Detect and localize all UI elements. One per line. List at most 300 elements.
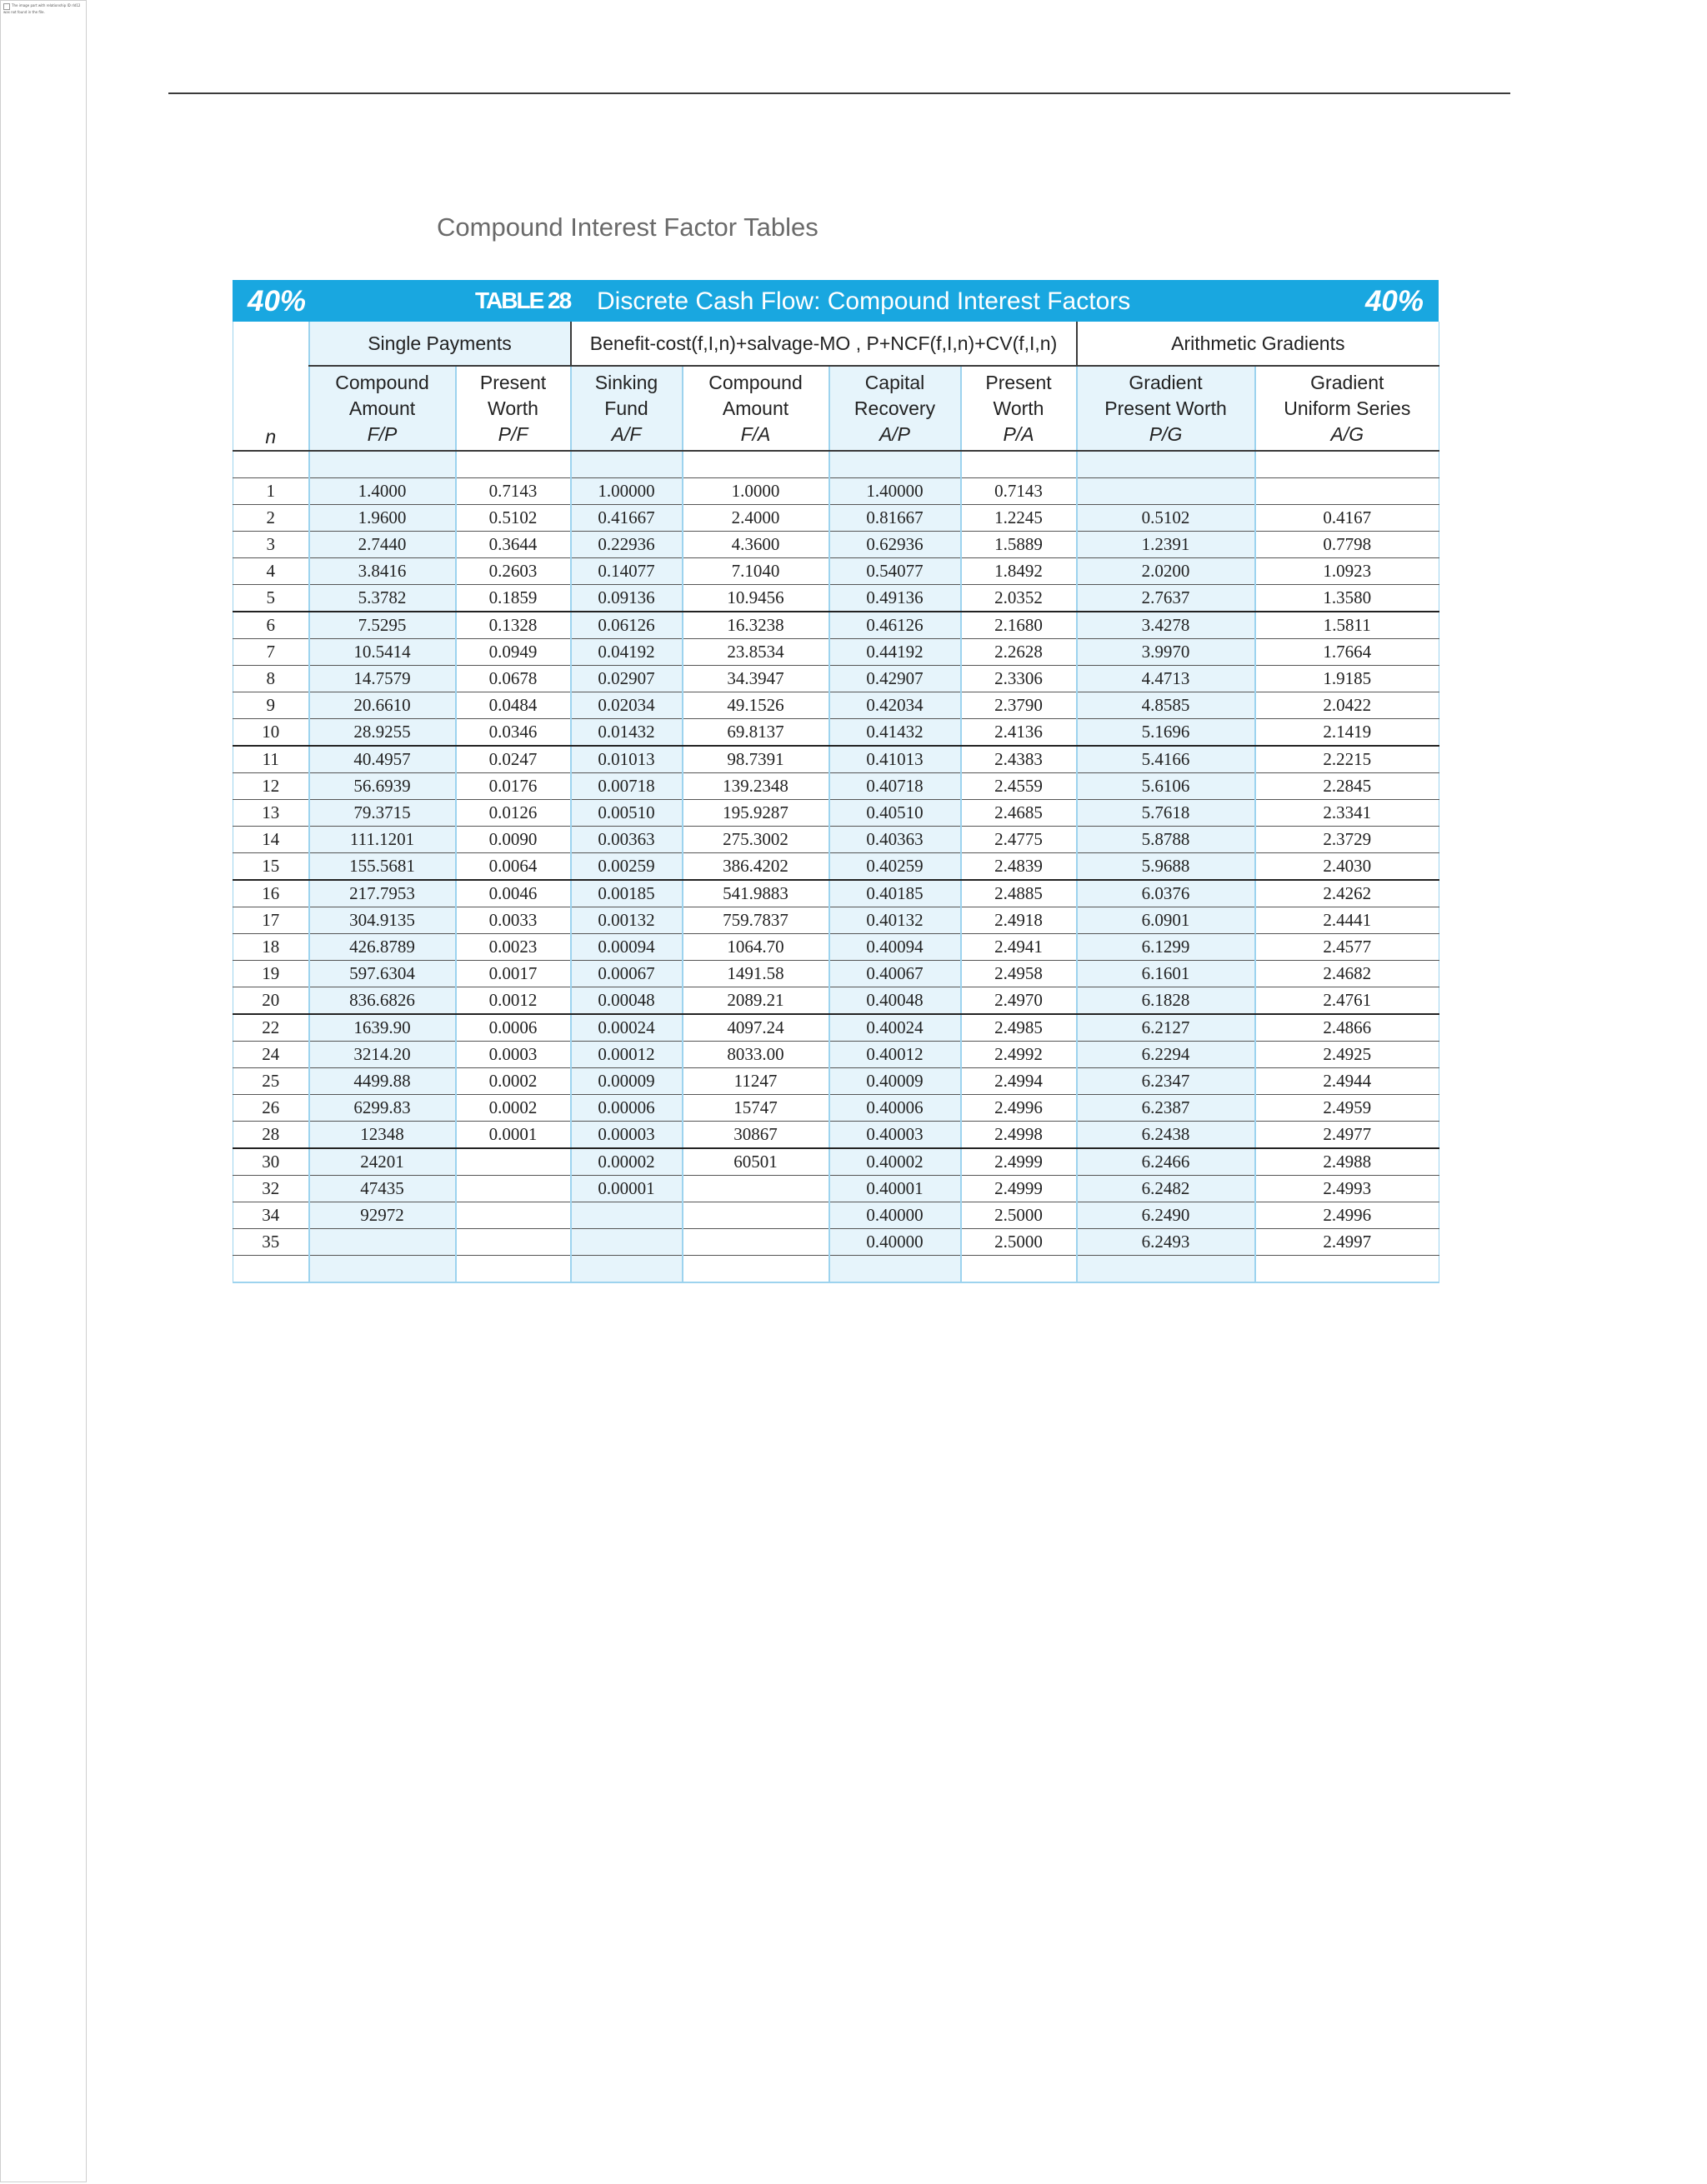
table-cell: 2.4999 — [961, 1148, 1077, 1176]
column-line2: Uniform Series — [1284, 397, 1411, 419]
table-cell — [309, 1229, 456, 1256]
table-cell: 0.00718 — [571, 773, 683, 800]
table-cell: 2.4992 — [961, 1042, 1077, 1068]
table-cell: 4.8585 — [1077, 692, 1255, 719]
table-cell: 2.4000 — [683, 505, 829, 532]
table-cell: 8033.00 — [683, 1042, 829, 1068]
table-cell: 0.04192 — [571, 639, 683, 666]
table-row — [233, 1176, 1439, 1202]
column-line2: Worth — [993, 397, 1044, 419]
table-cell: 0.40006 — [829, 1095, 961, 1122]
table-cell: 56.6939 — [309, 773, 456, 800]
table-cell: 2.5000 — [961, 1229, 1077, 1256]
column-line1: Gradient — [1129, 371, 1203, 393]
table-cell: 6.1299 — [1077, 934, 1255, 961]
table-cell: 386.4202 — [683, 853, 829, 881]
table-cell — [571, 1229, 683, 1256]
table-row — [233, 1068, 1439, 1095]
table-cell: 0.0678 — [456, 666, 571, 692]
table-cell: 34 — [233, 1202, 309, 1229]
table-cell — [456, 1202, 571, 1229]
table-cell: 217.7953 — [309, 880, 456, 907]
table-cell: 4.4713 — [1077, 666, 1255, 692]
table-cell: 0.40012 — [829, 1042, 961, 1068]
table-cell: 0.40094 — [829, 934, 961, 961]
table-cell: 2.0352 — [961, 585, 1077, 612]
table-row — [233, 719, 1439, 747]
table-cell: 0.00067 — [571, 961, 683, 987]
table-cell: 0.00009 — [571, 1068, 683, 1095]
table-cell: 0.00510 — [571, 800, 683, 827]
table-cell: 6.1828 — [1077, 987, 1255, 1015]
table-cell: 0.40259 — [829, 853, 961, 881]
column-symbol: A/F — [611, 422, 642, 445]
table-cell: 0.06126 — [571, 612, 683, 639]
table-cell: 2.1680 — [961, 612, 1077, 639]
table-cell: 4499.88 — [309, 1068, 456, 1095]
table-cell: 24201 — [309, 1148, 456, 1176]
table-label: TABLE 28 — [475, 287, 571, 313]
table-cell: 0.40185 — [829, 880, 961, 907]
table-cell: 6.0376 — [1077, 880, 1255, 907]
table-cell: 11 — [233, 746, 309, 773]
table-row — [233, 853, 1439, 881]
table-cell: 16.3238 — [683, 612, 829, 639]
spacer-row — [233, 451, 1439, 478]
left-panel — [0, 0, 87, 2182]
table-cell: 26 — [233, 1095, 309, 1122]
table-cell: 0.0001 — [456, 1122, 571, 1149]
broken-image-icon — [3, 3, 10, 10]
table-cell: 0.02034 — [571, 692, 683, 719]
column-symbol: P/F — [498, 422, 528, 445]
table-cell: 0.40067 — [829, 961, 961, 987]
table-cell: 12348 — [309, 1122, 456, 1149]
table-cell: 69.8137 — [683, 719, 829, 747]
table-cell: 16 — [233, 880, 309, 907]
table-banner — [233, 280, 1439, 322]
table-cell: 2.4441 — [1255, 907, 1439, 934]
table-cell: 5.4166 — [1077, 746, 1255, 773]
table-cell: 0.4167 — [1255, 505, 1439, 532]
table-cell: 0.00132 — [571, 907, 683, 934]
table-cell: 18 — [233, 934, 309, 961]
table-cell: 47435 — [309, 1176, 456, 1202]
table-cell: 2.4996 — [961, 1095, 1077, 1122]
table-cell: 0.0484 — [456, 692, 571, 719]
table-cell: 12 — [233, 773, 309, 800]
table-cell: 0.42034 — [829, 692, 961, 719]
table-row — [233, 558, 1439, 585]
table-cell: 0.00003 — [571, 1122, 683, 1149]
table-cell: 0.40009 — [829, 1068, 961, 1095]
table-cell: 111.1201 — [309, 827, 456, 853]
table-cell: 2.5000 — [961, 1202, 1077, 1229]
table-cell — [683, 1229, 829, 1256]
table-cell: 2.4944 — [1255, 1068, 1439, 1095]
table-cell: 0.40001 — [829, 1176, 961, 1202]
table-row — [233, 1148, 1439, 1176]
table-cell: 597.6304 — [309, 961, 456, 987]
table-cell — [1255, 478, 1439, 505]
table-cell: 0.41013 — [829, 746, 961, 773]
column-line2: Amount — [348, 397, 416, 419]
table-cell: 2089.21 — [683, 987, 829, 1015]
table-cell — [456, 1229, 571, 1256]
column-line2: Recovery — [854, 397, 936, 419]
table-cell: 0.40003 — [829, 1122, 961, 1149]
table-cell: 2.4958 — [961, 961, 1077, 987]
table-cell: 22 — [233, 1014, 309, 1042]
table-cell: 0.0046 — [456, 880, 571, 907]
column-line2: Worth — [488, 397, 538, 419]
table-cell: 2.7440 — [309, 532, 456, 558]
table-cell: 0.0023 — [456, 934, 571, 961]
table-cell: 1064.70 — [683, 934, 829, 961]
table-cell: 0.46126 — [829, 612, 961, 639]
column-symbol: A/G — [1330, 422, 1364, 445]
table-cell: 0.01432 — [571, 719, 683, 747]
table-cell: 2.4996 — [1255, 1202, 1439, 1229]
column-header-a-g — [1255, 366, 1439, 451]
table-cell: 6.2466 — [1077, 1148, 1255, 1176]
table-cell: 2.4941 — [961, 934, 1077, 961]
table-cell: 2.4866 — [1255, 1014, 1439, 1042]
table-cell: 6.0901 — [1077, 907, 1255, 934]
table-cell: 0.02907 — [571, 666, 683, 692]
table-cell: 7.5295 — [309, 612, 456, 639]
table-cell: 2.2845 — [1255, 773, 1439, 800]
table-cell: 17 — [233, 907, 309, 934]
table-row — [233, 987, 1439, 1015]
table-row — [233, 1202, 1439, 1229]
table-cell: 1.0923 — [1255, 558, 1439, 585]
table-cell: 1.4000 — [309, 478, 456, 505]
table-cell: 0.40000 — [829, 1202, 961, 1229]
column-line1: Gradient — [1310, 371, 1384, 393]
table-end-row — [233, 1256, 1439, 1283]
table-row — [233, 880, 1439, 907]
table-cell: 6.2490 — [1077, 1202, 1255, 1229]
table-cell: 49.1526 — [683, 692, 829, 719]
table-cell: 1.0000 — [683, 478, 829, 505]
column-line1: Compound — [335, 371, 429, 393]
table-cell: 0.01013 — [571, 746, 683, 773]
table-cell: 0.00012 — [571, 1042, 683, 1068]
table-cell: 4097.24 — [683, 1014, 829, 1042]
table-cell: 0.0064 — [456, 853, 571, 881]
table-cell: 0.14077 — [571, 558, 683, 585]
table-row — [233, 692, 1439, 719]
column-header-n — [233, 366, 309, 451]
table-cell: 1.8492 — [961, 558, 1077, 585]
table-cell: 10.9456 — [683, 585, 829, 612]
table-cell: 2.4998 — [961, 1122, 1077, 1149]
table-cell: 2.4997 — [1255, 1229, 1439, 1256]
table-cell: 2.4136 — [961, 719, 1077, 747]
table-cell: 0.0949 — [456, 639, 571, 666]
table-cell: 2.4383 — [961, 746, 1077, 773]
table-cell: 6299.83 — [309, 1095, 456, 1122]
table-cell: 0.0126 — [456, 800, 571, 827]
table-cell: 0.40363 — [829, 827, 961, 853]
table-cell: 32 — [233, 1176, 309, 1202]
table-cell: 6.2482 — [1077, 1176, 1255, 1202]
table-cell: 0.7143 — [456, 478, 571, 505]
column-header-a-p — [829, 366, 961, 451]
table-cell: 2.4988 — [1255, 1148, 1439, 1176]
table-row — [233, 612, 1439, 639]
table-row — [233, 1014, 1439, 1042]
table-cell: 3214.20 — [309, 1042, 456, 1068]
table-cell: 1 — [233, 478, 309, 505]
group-middle: Benefit-cost(f,I,n)+salvage-MO , P+NCF(f,I,n)+CV(f,I,n) — [571, 322, 1077, 366]
table-cell: 2.4685 — [961, 800, 1077, 827]
table-cell — [683, 1202, 829, 1229]
table-cell: 139.2348 — [683, 773, 829, 800]
table-cell: 3.8416 — [309, 558, 456, 585]
table-row — [233, 800, 1439, 827]
table-row — [233, 505, 1439, 532]
table-cell: 2.4030 — [1255, 853, 1439, 881]
table-cell: 1491.58 — [683, 961, 829, 987]
table-cell: 2.7637 — [1077, 585, 1255, 612]
table-cell: 0.22936 — [571, 532, 683, 558]
table-cell: 0.5102 — [1077, 505, 1255, 532]
column-line2: Present Worth — [1104, 397, 1227, 419]
column-symbol: P/G — [1149, 422, 1183, 445]
table-cell: 304.9135 — [309, 907, 456, 934]
table-cell: 0.40000 — [829, 1229, 961, 1256]
table-cell: 34.3947 — [683, 666, 829, 692]
table-cell: 0.0002 — [456, 1068, 571, 1095]
table-cell — [456, 1176, 571, 1202]
table-cell: 155.5681 — [309, 853, 456, 881]
broken-image-alt-text: The image part with relationship ID rId12 was not found in the file. — [3, 3, 81, 14]
table-cell: 6.2387 — [1077, 1095, 1255, 1122]
table-cell: 0.54077 — [829, 558, 961, 585]
table-cell: 275.3002 — [683, 827, 829, 853]
table-row — [233, 585, 1439, 612]
table-cell: 6.2438 — [1077, 1122, 1255, 1149]
table-cell: 2.3306 — [961, 666, 1077, 692]
table-cell: 836.6826 — [309, 987, 456, 1015]
table-cell: 0.7798 — [1255, 532, 1439, 558]
table-cell: 3 — [233, 532, 309, 558]
table-cell: 2.0200 — [1077, 558, 1255, 585]
table-cell: 0.41667 — [571, 505, 683, 532]
table-cell: 7.1040 — [683, 558, 829, 585]
table-cell: 2.3729 — [1255, 827, 1439, 853]
table-cell: 2.2215 — [1255, 746, 1439, 773]
table-cell: 3.4278 — [1077, 612, 1255, 639]
table-cell — [683, 1176, 829, 1202]
table-cell: 6.1601 — [1077, 961, 1255, 987]
table-cell: 28 — [233, 1122, 309, 1149]
table-cell: 2.3790 — [961, 692, 1077, 719]
table-cell: 2 — [233, 505, 309, 532]
rate-left: 40% — [248, 285, 307, 317]
table-cell: 79.3715 — [309, 800, 456, 827]
table-row — [233, 827, 1439, 853]
table-cell: 2.4885 — [961, 880, 1077, 907]
table-cell: 0.5102 — [456, 505, 571, 532]
table-cell: 0.00048 — [571, 987, 683, 1015]
table-cell: 2.4994 — [961, 1068, 1077, 1095]
table-row — [233, 746, 1439, 773]
table-cell: 0.0033 — [456, 907, 571, 934]
table-cell: 2.4839 — [961, 853, 1077, 881]
column-line1: Present — [479, 371, 547, 393]
table-cell: 2.3341 — [1255, 800, 1439, 827]
table-cell: 15747 — [683, 1095, 829, 1122]
table-cell: 0.62936 — [829, 532, 961, 558]
table-cell: 195.9287 — [683, 800, 829, 827]
table-cell: 0.41432 — [829, 719, 961, 747]
table-cell — [1077, 478, 1255, 505]
table-cell: 0.0346 — [456, 719, 571, 747]
table-cell: 24 — [233, 1042, 309, 1068]
table-cell — [571, 1202, 683, 1229]
top-rule — [168, 92, 1510, 94]
table-cell: 2.4999 — [961, 1176, 1077, 1202]
table-cell: 8 — [233, 666, 309, 692]
table-cell: 5.8788 — [1077, 827, 1255, 853]
table-cell: 4 — [233, 558, 309, 585]
table-cell: 426.8789 — [309, 934, 456, 961]
table-cell: 0.0012 — [456, 987, 571, 1015]
column-symbol: F/A — [740, 422, 771, 445]
table-cell: 5.3782 — [309, 585, 456, 612]
column-line1: Sinking — [594, 371, 658, 393]
column-symbol: F/P — [367, 422, 398, 445]
table-cell: 25 — [233, 1068, 309, 1095]
table-cell: 11247 — [683, 1068, 829, 1095]
table-cell: 0.40132 — [829, 907, 961, 934]
column-header-p-a — [961, 366, 1077, 451]
table-cell: 0.00001 — [571, 1176, 683, 1202]
table-cell: 5.7618 — [1077, 800, 1255, 827]
table-cell: 6.2493 — [1077, 1229, 1255, 1256]
table-cell: 0.0090 — [456, 827, 571, 853]
table-cell: 0.0176 — [456, 773, 571, 800]
table-row — [233, 1042, 1439, 1068]
table-row — [233, 1229, 1439, 1256]
column-symbol: P/A — [1003, 422, 1034, 445]
table-cell: 0.1328 — [456, 612, 571, 639]
group-arithmetic-gradients: Arithmetic Gradients — [1077, 322, 1439, 366]
table-row — [233, 666, 1439, 692]
table-cell: 2.0422 — [1255, 692, 1439, 719]
table-cell: 0.40510 — [829, 800, 961, 827]
column-header-f-a — [683, 366, 829, 451]
table-cell: 2.4775 — [961, 827, 1077, 853]
table-row — [233, 1095, 1439, 1122]
table-cell: 60501 — [683, 1148, 829, 1176]
table-cell: 0.7143 — [961, 478, 1077, 505]
table-cell: 0.0247 — [456, 746, 571, 773]
table-cell: 0.0006 — [456, 1014, 571, 1042]
column-header-p-g — [1077, 366, 1255, 451]
table-cell: 0.49136 — [829, 585, 961, 612]
column-header-a-f — [571, 366, 683, 451]
rate-right: 40% — [1364, 285, 1424, 317]
table-cell: 1.2391 — [1077, 532, 1255, 558]
table-cell: 0.00024 — [571, 1014, 683, 1042]
table-row — [233, 639, 1439, 666]
table-cell: 15 — [233, 853, 309, 881]
table-row — [233, 934, 1439, 961]
table-cell: 19 — [233, 961, 309, 987]
table-cell: 23.8534 — [683, 639, 829, 666]
table-cell: 0.40048 — [829, 987, 961, 1015]
table-cell: 2.1419 — [1255, 719, 1439, 747]
table-cell: 20.6610 — [309, 692, 456, 719]
column-header-f-p — [309, 366, 456, 451]
table-cell: 5.6106 — [1077, 773, 1255, 800]
table-cell: 2.4970 — [961, 987, 1077, 1015]
table-cell: 2.4559 — [961, 773, 1077, 800]
table-cell: 0.1859 — [456, 585, 571, 612]
page-heading: Compound Interest Factor Tables — [437, 212, 818, 242]
table-cell: 3.9970 — [1077, 639, 1255, 666]
corner-cell — [233, 322, 309, 366]
table-cell: 0.40718 — [829, 773, 961, 800]
table-cell: 0.09136 — [571, 585, 683, 612]
table-cell: 2.4977 — [1255, 1122, 1439, 1149]
table-cell: 4.3600 — [683, 532, 829, 558]
table-cell: 1.2245 — [961, 505, 1077, 532]
column-header-p-f — [456, 366, 571, 451]
table-cell: 0.0017 — [456, 961, 571, 987]
table-cell: 7 — [233, 639, 309, 666]
table-cell: 0.40002 — [829, 1148, 961, 1176]
table-cell: 14 — [233, 827, 309, 853]
table-cell: 0.81667 — [829, 505, 961, 532]
table-cell: 2.2628 — [961, 639, 1077, 666]
table-cell: 20 — [233, 987, 309, 1015]
table-cell: 0.00259 — [571, 853, 683, 881]
table-cell: 0.00185 — [571, 880, 683, 907]
table-cell: 0.42907 — [829, 666, 961, 692]
table-cell — [456, 1148, 571, 1176]
table-cell: 2.4918 — [961, 907, 1077, 934]
table-cell: 5 — [233, 585, 309, 612]
table-row — [233, 961, 1439, 987]
table-cell: 2.4262 — [1255, 880, 1439, 907]
table-cell: 541.9883 — [683, 880, 829, 907]
table-cell: 2.4761 — [1255, 987, 1439, 1015]
broken-image-placeholder — [3, 3, 87, 23]
table-cell: 13 — [233, 800, 309, 827]
table-cell: 2.4985 — [961, 1014, 1077, 1042]
table-cell: 1.00000 — [571, 478, 683, 505]
table-cell: 1.7664 — [1255, 639, 1439, 666]
table-cell: 30867 — [683, 1122, 829, 1149]
column-line1: Present — [985, 371, 1052, 393]
column-line2: Fund — [604, 397, 648, 419]
table-title: Discrete Cash Flow: Compound Interest Factors — [597, 287, 1131, 315]
table-cell: 2.4925 — [1255, 1042, 1439, 1068]
table-cell: 0.40024 — [829, 1014, 961, 1042]
table-cell: 0.00002 — [571, 1148, 683, 1176]
table-cell: 9 — [233, 692, 309, 719]
column-symbol: n — [265, 426, 277, 447]
table-row — [233, 907, 1439, 934]
column-line1: Capital — [864, 371, 925, 393]
table-cell: 1.3580 — [1255, 585, 1439, 612]
column-symbol: A/P — [879, 422, 911, 445]
